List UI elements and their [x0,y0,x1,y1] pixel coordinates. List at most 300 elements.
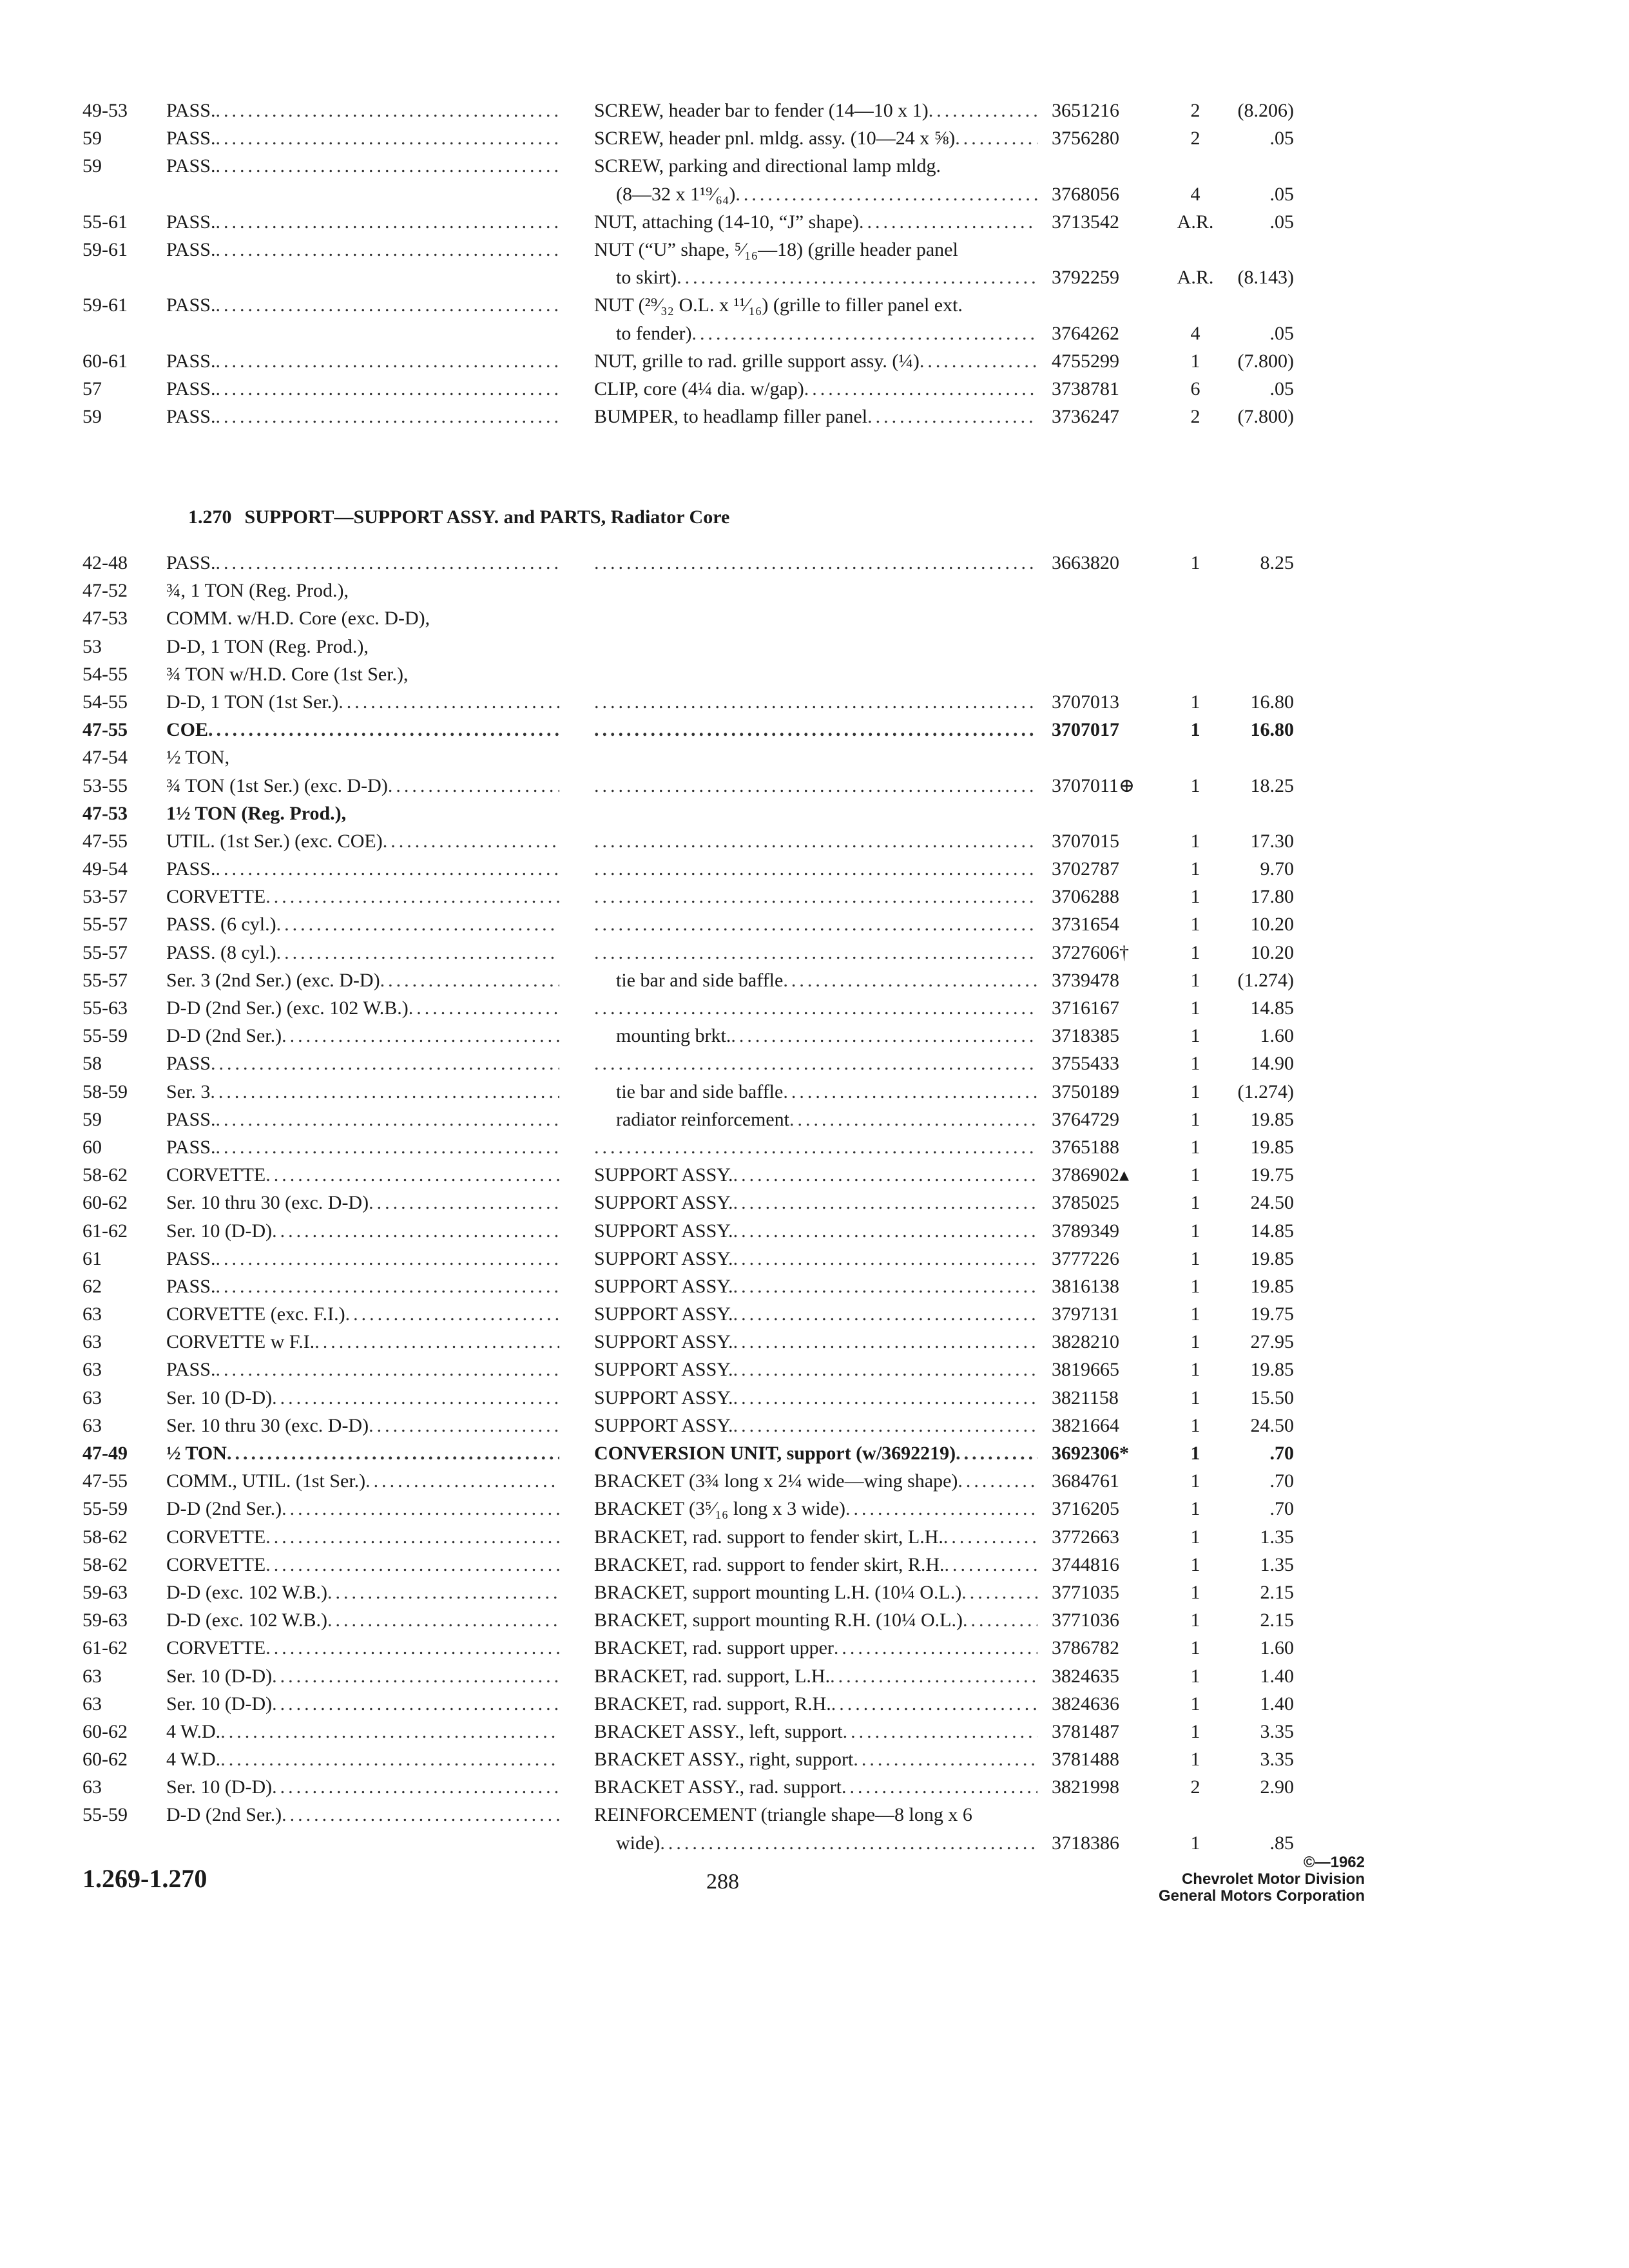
table-row [0,688,1629,716]
description: SCREW, header pnl. mldg. assy. (10—24 x ⅝) [594,128,956,149]
description-cell [594,1606,1037,1634]
model-cell [166,994,559,1022]
part-number: 3821664 [1052,1414,1119,1436]
dot-leader [215,403,559,430]
dot-leader [215,347,559,375]
table-row [0,772,1629,800]
model-cell [166,1495,559,1523]
part-number: 3713542 [1052,211,1119,233]
model: CORVETTE [166,1637,266,1659]
model: D-D (2nd Ser.) (exc. 102 W.B.) [166,997,409,1019]
price: 1.60 [1260,1637,1294,1659]
quantity: 1 [1190,830,1200,852]
model-cell [166,855,559,883]
model: D-D (exc. 102 W.B.) [166,1581,327,1603]
description: NUT (²⁹⁄₃₂ O.L. x ¹¹⁄₁₆) (grille to filler panel ext. [594,294,963,316]
dot-leader [282,1022,559,1050]
table-row [0,1328,1629,1356]
part-number: 3702787 [1052,858,1119,880]
model-cell [166,236,559,264]
model-cell [166,291,559,319]
model-cell [166,124,559,152]
dot-leader [208,716,559,744]
model: PASS. [166,858,216,880]
description-cell [594,124,1037,152]
table-row [0,1606,1629,1634]
publisher-line-2: General Motors Corporation [1158,1887,1365,1905]
table-row [0,264,1629,291]
dot-leader [388,772,559,800]
dot-leader [409,994,559,1022]
dot-leader [215,549,559,577]
dot-leader [227,1439,559,1467]
description: NUT, attaching (14-10, “J” shape) [594,211,859,233]
model: ¾ TON w/H.D. Core (1st Ser.), [166,663,409,685]
year-range: 63 [82,1776,102,1798]
model-cell [166,1606,559,1634]
year-range: 58-62 [82,1164,128,1186]
year-range: 63 [82,1359,102,1381]
model-cell [166,800,559,827]
dot-leader [215,1106,559,1133]
model: COMM. w/H.D. Core (exc. D-D), [166,608,430,629]
model-cell [166,688,559,716]
quantity: 1 [1190,914,1200,936]
description: SUPPORT ASSY. [594,1220,733,1242]
model-cell [166,1801,559,1829]
quantity: A.R. [1177,211,1214,233]
dot-leader [345,1300,559,1328]
description-cell [594,1356,1037,1383]
description-cell [594,97,1037,124]
description-cell [594,827,1037,855]
description: BRACKET, rad. support to fender skirt, L.H. [594,1526,943,1548]
table-row [0,604,1629,632]
description-cell [594,966,1037,994]
description-cell [594,375,1037,403]
dot-leader [853,1745,1037,1773]
model-cell [166,744,559,771]
quantity: 1 [1190,774,1200,796]
model-cell [166,966,559,994]
model: ½ TON, [166,747,230,769]
model: 4 W.D. [166,1720,221,1742]
price: 19.75 [1250,1303,1294,1325]
model-cell [166,1718,559,1745]
table-row [0,124,1629,152]
model: CORVETTE [166,1526,266,1548]
part-number: 3731654 [1052,914,1119,936]
year-range: 59 [82,128,102,149]
part-number: 3707017 [1052,719,1119,741]
model-cell [166,97,559,124]
model-cell [166,1551,559,1579]
model: PASS. [166,128,216,149]
quantity: 1 [1190,997,1200,1019]
model-cell [166,1634,559,1662]
model: Ser. 10 (D-D) [166,1693,273,1715]
quantity: 4 [1190,322,1200,344]
model: D-D (2nd Ser.) [166,1025,282,1047]
dot-leader [215,97,559,124]
year-range: 59-63 [82,1610,128,1631]
dot-leader [215,124,559,152]
year-range: 47-54 [82,747,128,769]
year-range: 55-59 [82,1025,128,1047]
quantity: 1 [1190,1220,1200,1242]
dot-leader [265,883,559,910]
year-range: 55-63 [82,997,128,1019]
table-row [0,1718,1629,1745]
description-cell [594,1718,1037,1745]
price: (1.274) [1237,969,1294,991]
dot-leader [733,1273,1037,1300]
price: 2.15 [1260,1581,1294,1603]
price: 19.75 [1250,1164,1294,1186]
model: PASS. [166,100,216,121]
dot-leader [215,1133,559,1161]
price: 19.85 [1250,1359,1294,1381]
year-range: 59 [82,1108,102,1130]
model: PASS. [166,238,216,260]
year-range: 58 [82,1053,102,1075]
model-cell [166,1022,559,1050]
dot-leader [594,855,1037,883]
part-number: 3684761 [1052,1470,1119,1492]
quantity: 1 [1190,1025,1200,1047]
model: Ser. 10 thru 30 (exc. D-D) [166,1414,369,1436]
dot-leader [215,152,559,180]
dot-leader [943,1523,1037,1551]
price: 10.20 [1250,941,1294,963]
model: Ser. 10 (D-D) [166,1776,273,1798]
part-number: 3781488 [1052,1749,1119,1771]
model-cell [166,772,559,800]
description-cell [594,1412,1037,1439]
description: wide) [616,1832,660,1854]
dot-leader [733,1161,1037,1189]
model: PASS. [166,294,216,316]
price: 17.30 [1250,830,1294,852]
model-cell [166,152,559,180]
year-range: 61 [82,1247,102,1269]
table-row [0,1634,1629,1662]
dot-leader [265,1634,559,1662]
description-cell [594,1022,1037,1050]
quantity: 1 [1190,1526,1200,1548]
price: 8.25 [1260,552,1294,573]
model: PASS. (6 cyl.) [166,914,276,936]
dot-leader [867,403,1037,430]
year-range: 55-61 [82,211,128,233]
year-range: 55-59 [82,1498,128,1520]
table-row [0,994,1629,1022]
price: 1.35 [1260,1526,1294,1548]
part-number: 3727606† [1052,941,1129,963]
part-number: 3738781 [1052,378,1119,399]
description-cell [594,910,1037,938]
price: 1.40 [1260,1665,1294,1687]
table-row [0,1495,1629,1523]
part-number: 3744816 [1052,1553,1119,1575]
model: PASS [166,1053,211,1075]
table-row [0,1439,1629,1467]
price: 17.80 [1250,886,1294,908]
model-cell [166,1078,559,1106]
description: to skirt) [616,267,677,289]
description-cell [594,1523,1037,1551]
quantity: 1 [1190,941,1200,963]
dot-leader [215,208,559,236]
table-row [0,1050,1629,1077]
table-row [0,1078,1629,1106]
model-cell [166,549,559,577]
part-number: 3764262 [1052,322,1119,344]
description-cell [594,1106,1037,1133]
year-range: 58-62 [82,1526,128,1548]
model: Ser. 3 (2nd Ser.) (exc. D-D) [166,969,380,991]
dot-leader [660,1829,1037,1857]
price: 14.85 [1250,1220,1294,1242]
table-row [0,375,1629,403]
dot-leader [956,1439,1037,1467]
publisher-block [1159,1854,1365,1905]
model-cell [166,375,559,403]
table-row [0,1523,1629,1551]
model-cell [166,1050,559,1077]
description: radiator reinforcement [616,1108,790,1130]
model: CORVETTE w F.I. [166,1331,315,1353]
quantity: 2 [1190,406,1200,428]
model: CORVETTE [166,886,266,908]
year-range: 53 [82,635,102,657]
part-number: 3692306* [1052,1443,1129,1464]
description: (8—32 x 1¹⁹⁄₆₄) [616,183,736,205]
model: COE [166,719,209,741]
part-number: 3789349 [1052,1220,1119,1242]
part-number: 3651216 [1052,100,1119,121]
dot-leader [383,827,559,855]
part-number: 3765188 [1052,1136,1119,1158]
description-cell [594,1217,1037,1245]
price: 27.95 [1250,1331,1294,1353]
table-row [0,1273,1629,1300]
dot-leader [220,1745,559,1773]
year-range: 63 [82,1303,102,1325]
dot-leader [272,1662,559,1690]
description: NUT (“U” shape, ⁵⁄₁₆—18) (grille header panel [594,238,958,260]
part-number: 3707015 [1052,830,1119,852]
model-cell [166,1690,559,1718]
model: 4 W.D. [166,1749,221,1771]
description: BRACKET, rad. support, R.H. [594,1693,831,1715]
dot-leader [314,1328,559,1356]
model-cell [166,1161,559,1189]
year-range: 55-57 [82,969,128,991]
dot-leader [380,966,559,994]
quantity: 1 [1190,1443,1200,1464]
part-number: 3824635 [1052,1665,1119,1687]
part-number: 3764729 [1052,1108,1119,1130]
dot-leader [677,264,1037,291]
dot-leader [215,375,559,403]
table-row [0,403,1629,430]
table-row [0,1189,1629,1216]
description-cell [594,1829,1037,1857]
year-range: 61-62 [82,1637,128,1659]
price: 19.85 [1250,1136,1294,1158]
year-range: 60 [82,1136,102,1158]
copyright: ©—1962 [1303,1854,1365,1871]
model: PASS. [166,1108,216,1130]
description: NUT, grille to rad. grille support assy. (¼) [594,350,920,372]
dot-leader [594,1133,1037,1161]
dot-leader [215,1356,559,1383]
model: PASS. [166,1275,216,1297]
part-number: 3771035 [1052,1581,1119,1603]
part-number: 3772663 [1052,1526,1119,1548]
table-row [0,827,1629,855]
description-cell [594,1690,1037,1718]
table-row [0,1217,1629,1245]
model: PASS. [166,1359,216,1381]
table-row [0,152,1629,180]
dot-leader [733,1412,1037,1439]
description: BRACKET (3⁵⁄₁₆ long x 3 wide) [594,1498,845,1520]
dot-leader [369,1189,559,1216]
dot-leader [272,1690,559,1718]
price: .70 [1269,1470,1294,1492]
model: PASS. [166,155,216,177]
quantity: 1 [1190,1053,1200,1075]
table-row [0,97,1629,124]
dot-leader [733,1300,1037,1328]
part-number: 3750189 [1052,1081,1119,1102]
publisher-line-1: Chevrolet Motor Division [1181,1870,1365,1888]
description: SCREW, header bar to fender (14—10 x 1) [594,100,929,121]
part-number: 3797131 [1052,1303,1119,1325]
description: SUPPORT ASSY. [594,1247,733,1269]
year-range: 63 [82,1414,102,1436]
description-cell [594,1579,1037,1606]
model: PASS. [166,552,216,573]
year-range: 59-63 [82,1581,128,1603]
model-cell [166,883,559,910]
description-cell [594,1328,1037,1356]
dot-leader [282,1801,559,1829]
dot-leader [211,1050,559,1077]
table-row [0,1161,1629,1189]
table-row [0,633,1629,660]
model: PASS. (8 cyl.) [166,941,276,963]
table-row [0,1745,1629,1773]
footer-section-range: 1.269-1.270 [82,1864,207,1893]
table-row [0,1022,1629,1050]
table-row [0,1133,1629,1161]
table-row [0,660,1629,688]
dot-leader [735,180,1037,208]
table-row [0,1662,1629,1690]
part-number: 3706288 [1052,886,1119,908]
description-cell [594,1078,1037,1106]
dot-leader [265,1551,559,1579]
dot-leader [733,1328,1037,1356]
quantity: 1 [1190,1247,1200,1269]
model: CORVETTE (exc. F.I.) [166,1303,345,1325]
model: ½ TON [166,1443,227,1464]
description: SUPPORT ASSY. [594,1303,733,1325]
price: 1.40 [1260,1693,1294,1715]
description-cell [594,1495,1037,1523]
model: Ser. 10 (D-D) [166,1220,273,1242]
year-range: 47-53 [82,608,128,629]
year-range: 47-55 [82,1470,128,1492]
part-number: 3792259 [1052,267,1119,289]
price: .05 [1269,211,1294,233]
description: SCREW, parking and directional lamp mldg. [594,155,941,177]
year-range: 62 [82,1275,102,1297]
part-number: 3716167 [1052,997,1119,1019]
quantity: 1 [1190,1275,1200,1297]
model-cell [166,1773,559,1801]
price: .05 [1269,128,1294,149]
table-row [0,180,1629,208]
description: BRACKET, rad. support to fender skirt, R.H. [594,1553,945,1575]
dot-leader [842,1773,1037,1801]
price: .05 [1269,322,1294,344]
model: D-D (2nd Ser.) [166,1498,282,1520]
dot-leader [831,1690,1037,1718]
quantity: 1 [1190,719,1200,741]
section-heading [188,506,729,528]
price: 24.50 [1250,1414,1294,1436]
part-number: 3786902▴ [1052,1164,1130,1186]
year-range: 58-59 [82,1081,128,1102]
dot-leader [265,1523,559,1551]
dot-leader [215,236,559,264]
model: ¾, 1 TON (Reg. Prod.), [166,580,349,602]
price: 10.20 [1250,914,1294,936]
part-number: 3718386 [1052,1832,1119,1854]
dot-leader [834,1634,1037,1662]
quantity: 1 [1190,552,1200,573]
dot-leader [843,1718,1037,1745]
dot-leader [691,320,1037,347]
quantity: 1 [1190,1665,1200,1687]
description-cell [594,180,1037,208]
table-row [0,577,1629,604]
model: CORVETTE [166,1164,266,1186]
quantity: 2 [1190,100,1200,121]
price: (8.206) [1237,100,1294,121]
model: Ser. 10 (D-D) [166,1387,273,1408]
quantity: 1 [1190,1581,1200,1603]
quantity: 1 [1190,1637,1200,1659]
price: .05 [1269,378,1294,399]
quantity: 4 [1190,183,1200,205]
price: 9.70 [1260,858,1294,880]
model-cell [166,1245,559,1273]
description-cell [594,1133,1037,1161]
table-row [0,347,1629,375]
part-number: 3768056 [1052,183,1119,205]
model: PASS. [166,406,216,428]
table-row [0,208,1629,236]
table-row [0,1384,1629,1412]
quantity: 1 [1190,1387,1200,1408]
description: SUPPORT ASSY. [594,1359,733,1381]
model: PASS. [166,1136,216,1158]
